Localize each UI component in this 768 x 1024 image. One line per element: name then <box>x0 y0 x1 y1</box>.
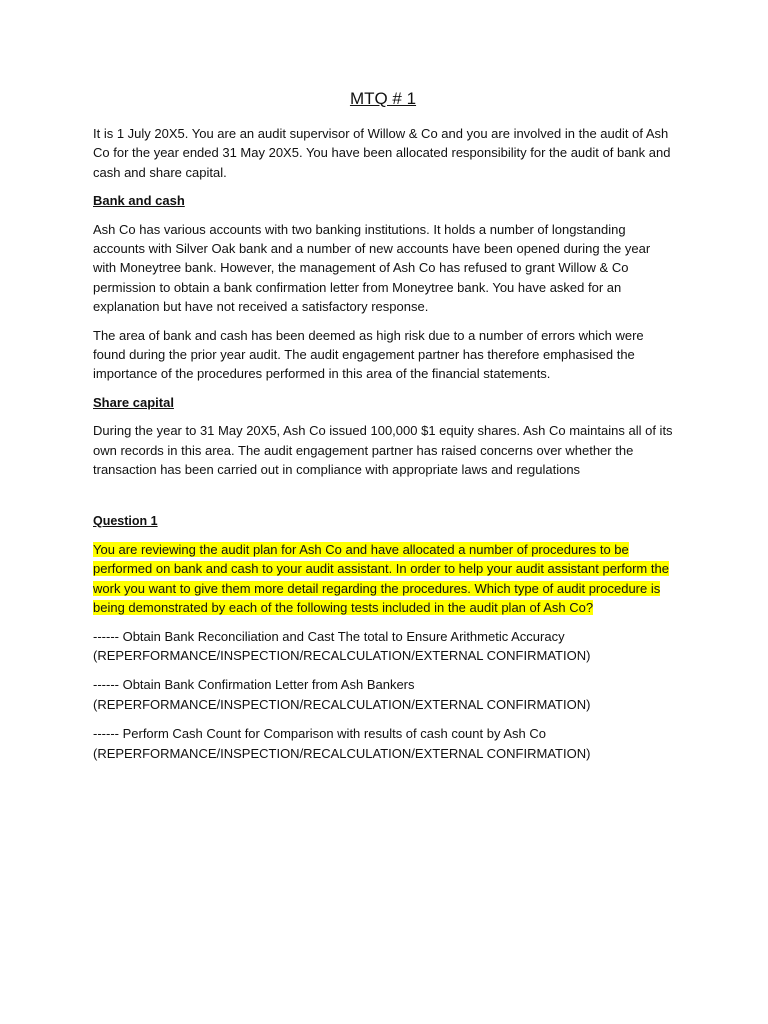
bank-paragraph-1: Ash Co has various accounts with two banking institutions. It holds a number of longstanding accounts with Silver Oak bank and a number of new accounts have been opened during the year with Moneytree bank. However, the management of Ash Co has refused to grant Willow & Co permission to obtain a bank confirmation letter from Moneytree bank. You have asked for an explanation but have not received a satisfactory response. <box>93 221 651 315</box>
bank-paragraph-2: The area of bank and cash has been deemed as high risk due to a number of errors which were found during the prior year audit. The audit engagement partner has therefore emphasised the importance of the procedures performed in this area of the financial statements. <box>93 327 644 382</box>
document-body <box>93 88 673 773</box>
page-title: MTQ # 1 <box>349 89 417 108</box>
procedure-description: ------ Obtain Bank Reconciliation and Cast The total to Ensure Arithmetic Accuracy <box>93 628 565 644</box>
procedure-options: (REPERFORMANCE/INSPECTION/RECALCULATION/EXTERNAL CONFIRMATION) <box>93 696 591 712</box>
procedure-item <box>93 675 673 714</box>
intro-paragraph: It is 1 July 20X5. You are an audit supervisor of Willow & Co and you are involved in the audit of Ash Co for the year ended 31 May 20X5. You have been allocated responsibility for the audit of bank and cash and share capital. <box>93 126 671 180</box>
share-capital-heading: Share capital <box>93 394 174 410</box>
procedure-options: (REPERFORMANCE/INSPECTION/RECALCULATION/EXTERNAL CONFIRMATION) <box>93 745 591 761</box>
question-text-block <box>93 540 673 618</box>
procedure-options: (REPERFORMANCE/INSPECTION/RECALCULATION/EXTERNAL CONFIRMATION) <box>93 647 591 663</box>
procedure-description: ------ Perform Cash Count for Comparison with results of cash count by Ash Co <box>93 726 546 742</box>
question-heading: Question 1 <box>93 513 158 528</box>
bank-and-cash-heading: Bank and cash <box>93 193 185 209</box>
question-text-highlighted: You are reviewing the audit plan for Ash Co and have allocated a number of procedures to be performed on bank and cash to your audit assistant. In order to help your audit assistant perform the work you want to give them more detail regarding the procedures. Which type of audit procedure is being demonstrated by each of the following tests included in the audit plan of Ash Co? <box>93 541 669 616</box>
procedure-item <box>93 724 673 763</box>
procedure-item <box>93 627 673 666</box>
procedure-description: ------ Obtain Bank Confirmation Letter from Ash Bankers <box>93 677 415 693</box>
share-paragraph: During the year to 31 May 20X5, Ash Co issued 100,000 $1 equity shares. Ash Co maintains all of its own records in this area. The audit engagement partner has raised concerns over whether the transaction has been carried out in compliance with appropriate laws and regulations <box>93 423 673 478</box>
